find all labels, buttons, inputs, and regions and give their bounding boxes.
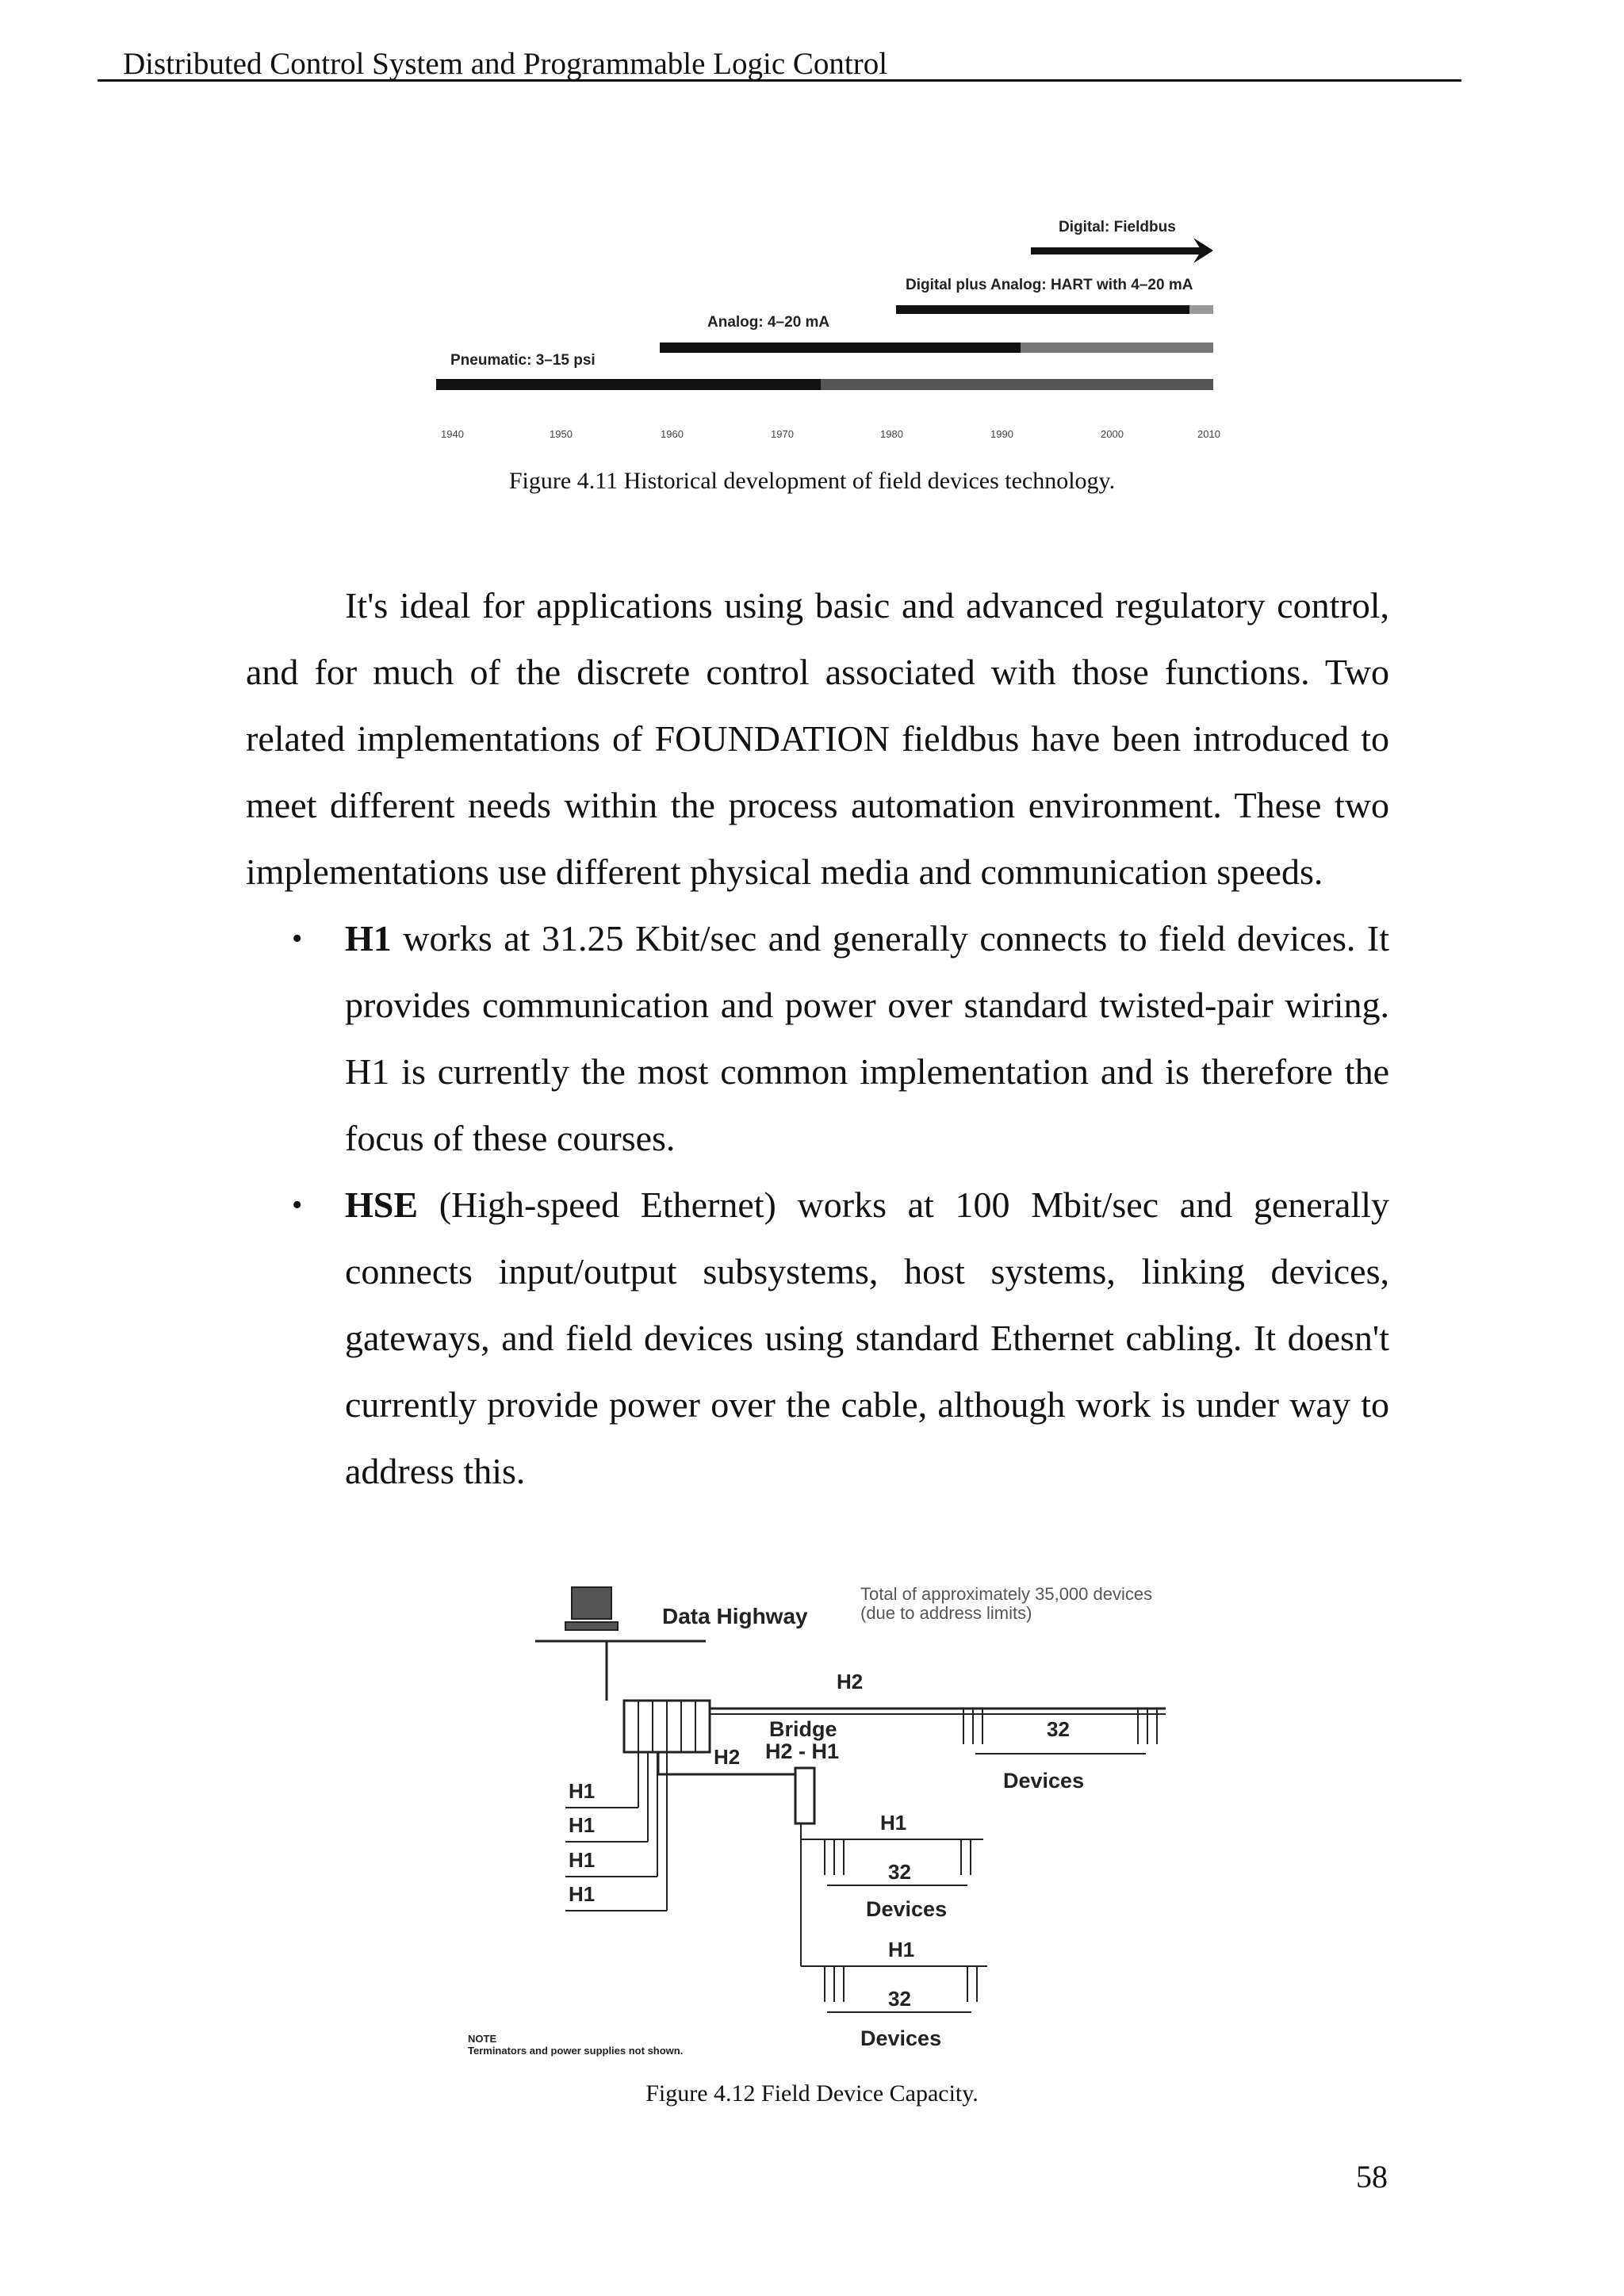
header-rule [98,79,1461,82]
year-tick: 1940 [441,428,464,440]
list-item [246,905,1389,1172]
note-title: NOTE [468,2033,497,2045]
note-text: Terminators and power supplies not shown. [468,2045,684,2057]
bar-label-analog: Analog: 4–20 mA [707,314,830,331]
paragraph: It's ideal for applications using basic and advanced regulatory control, and for much of the discrete control associated with those functions. Two related implementations of FOUNDATION fieldbus have been introduced to meet different needs within the process automation environment. These two implementations use different physical media and communication speeds. [246,585,1389,892]
bar-analog-fade [1021,342,1213,353]
h1-branch1-label: H1 [880,1811,907,1835]
year-tick: 1970 [771,428,794,440]
h1-branch2-label: H1 [888,1938,915,1961]
year-tick: 2010 [1197,428,1220,440]
bullet-list [246,905,1389,1505]
bar-pneumatic [436,379,821,390]
bar-label-pneumatic: Pneumatic: 3–15 psi [450,352,596,369]
devices-label: Devices [866,1897,948,1921]
body-text [246,572,1389,1505]
bar-analog [660,342,1021,353]
devices-label: Devices [1003,1769,1085,1793]
bar-fieldbus [1031,247,1201,254]
figure-field-device-capacity [448,1578,1178,2069]
bullet-term: HSE [345,1184,419,1225]
total-note-line2: (due to address limits) [860,1603,1032,1623]
bar-pneumatic-fade [821,379,1213,390]
bar-label-hart: Digital plus Analog: HART with 4–20 mA [906,277,1193,293]
bar-label-fieldbus: Digital: Fieldbus [1059,219,1176,235]
bullet-term: H1 [345,918,392,959]
total-note-line1: Total of approximately 35,000 devices [860,1584,1153,1604]
data-highway-label: Data Highway [662,1604,808,1628]
page-number: 58 [1356,2159,1388,2195]
year-tick: 1980 [880,428,903,440]
figure-field-device-history [420,202,1229,448]
year-tick: 1990 [990,428,1013,440]
bar-hart [896,305,1189,314]
device-count: 32 [888,1860,911,1884]
device-count: 32 [1047,1717,1070,1741]
figure-caption: Figure 4.11 Historical development of field devices technology. [508,468,1116,494]
running-header: Distributed Control System and Programmable Logic Control [123,47,888,81]
computer-icon [565,1587,618,1630]
bullet-marker: • [292,1188,303,1222]
h1-label: H1 [569,1848,596,1872]
year-tick: 1950 [550,428,573,440]
list-item [246,1172,1389,1505]
devices-label: Devices [860,2026,942,2050]
h2-top-label: H2 [837,1670,864,1693]
device-count: 32 [888,1987,911,2011]
year-tick: 2000 [1101,428,1124,440]
h2-side-label: H2 [714,1745,741,1769]
bridge-label: Bridge [769,1717,837,1741]
bullet-marker: • [292,922,303,955]
figure-caption: Figure 4.12 Field Device Capacity. [645,2080,979,2107]
h1-label: H1 [569,1813,596,1837]
bridge-device [795,1768,814,1823]
h1-label: H1 [569,1882,596,1906]
bar-hart-fade [1189,305,1213,314]
bullet-text: works at 31.25 Kbit/sec and generally connects to field devices. It provides communication and power over standard twisted-pair wiring. H1 is currently the most common implementation and is therefore the focus of these courses. [345,918,1389,1158]
year-tick: 1960 [661,428,684,440]
bullet-text: (High-speed Ethernet) works at 100 Mbit/sec and generally connects input/output subsystems, host systems, linking devices, gateways, and field devices using standard Ethernet cabling. It doesn't currently provide power over the cable, although work is under way to address this. [345,1184,1389,1491]
h1-label: H1 [569,1779,596,1803]
bridge-sub-label: H2 - H1 [765,1739,840,1763]
